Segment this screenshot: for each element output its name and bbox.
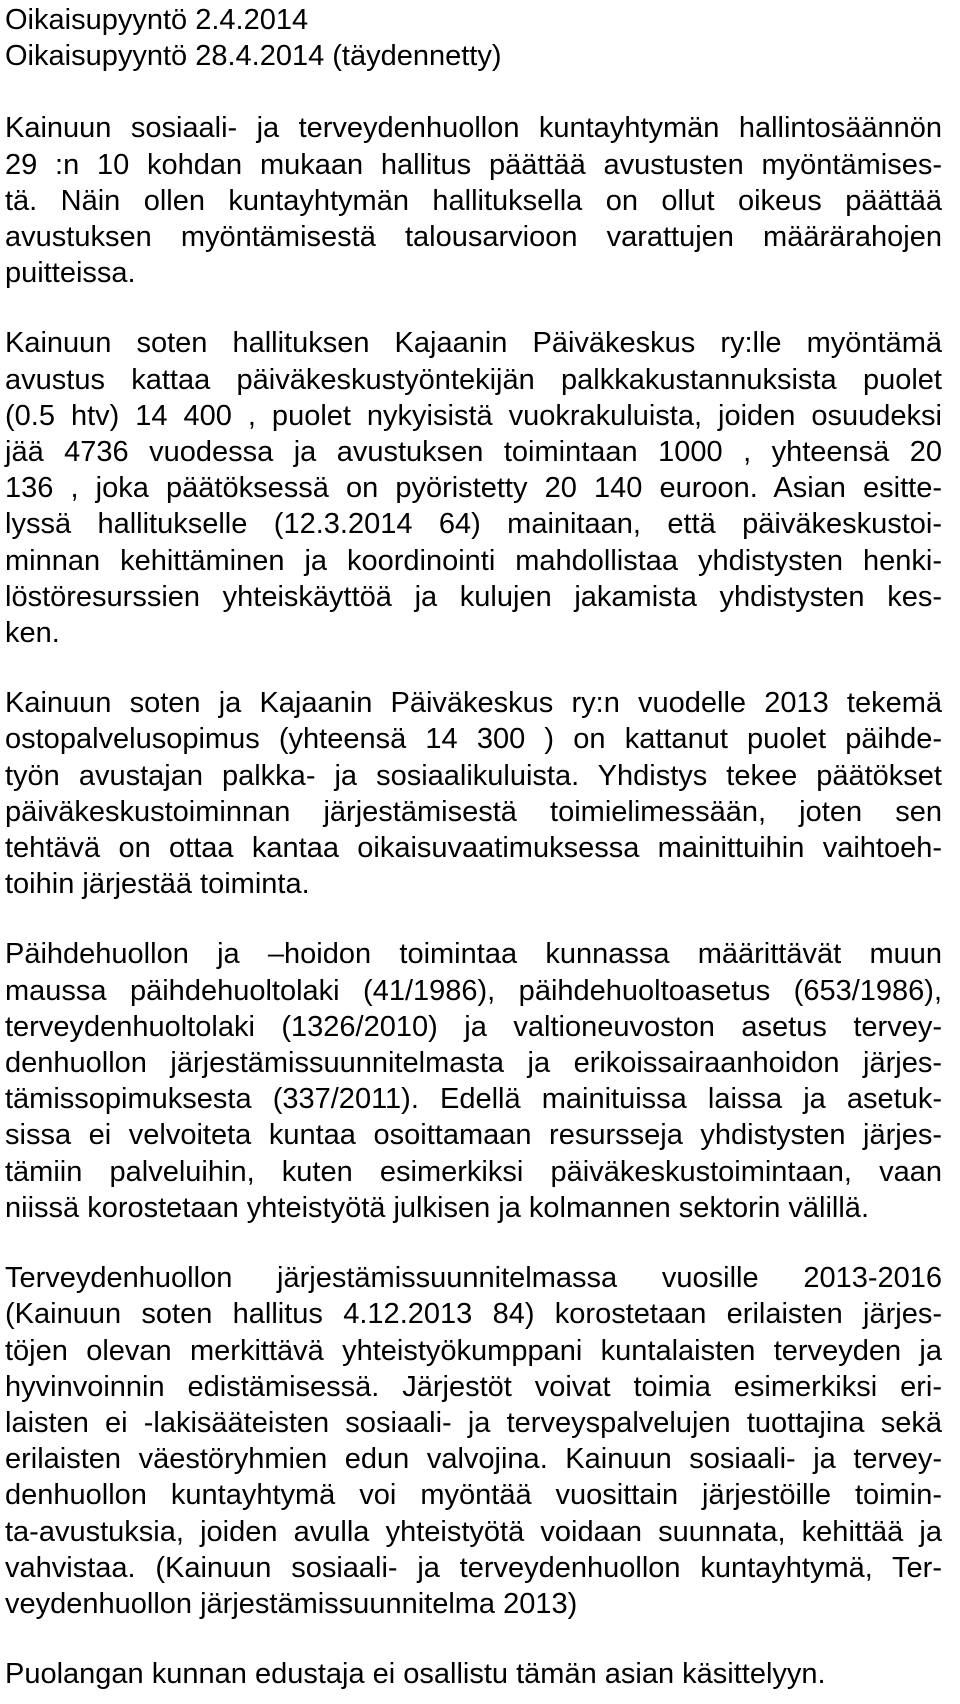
paragraph-line: niissä korostetaan yhteistyötä julkisen ja kolmannen sektorin välillä.	[5, 1191, 869, 1224]
paragraph-line: tehtävä on ottaa kantaa oikaisuvaatimuksessa mainittuihin vaihtoeh-	[5, 832, 942, 865]
paragraph-line: tämiin palveluihin, kuten esimerkiksi päiväkeskustoimintaan, vaan	[5, 1155, 942, 1188]
paragraph-line: Terveydenhuollon järjestämissuunnitelmassa vuosille 2013-2016	[5, 1262, 942, 1295]
header-line-2: Oikaisupyyntö 28.4.2014 (täydennetty)	[5, 40, 502, 73]
paragraph-line: tä. Näin ollen kuntayhtymän hallituksella on ollut oikeus päättää	[5, 184, 942, 217]
paragraph-line: avustuksen myöntämisestä talousarvioon varattujen määrärahojen	[5, 221, 942, 254]
paragraph-line: Päihdehuollon ja –hoidon toimintaa kunnassa määrittävät muun	[5, 938, 942, 971]
paragraph-line: laisten ei -lakisääteisten sosiaali- ja terveyspalvelujen tuottajina sekä	[5, 1406, 942, 1439]
paragraph-line: vahvistaa. (Kainuun sosiaali- ja terveydenhuollon kuntayhtymä, Ter-	[5, 1551, 942, 1584]
paragraph-1	[5, 110, 942, 291]
document-header	[5, 2, 942, 74]
paragraph-line: työn avustajan palkka- ja sosiaalikuluista. Yhdistys tekee päätökset	[5, 759, 942, 792]
paragraph-line: jää 4736 vuodessa ja avustuksen toimintaan 1000 , yhteensä 20	[5, 436, 942, 469]
paragraph-3	[5, 685, 942, 902]
paragraph-line: puitteissa.	[5, 257, 136, 290]
paragraph-line: 29 :n 10 kohdan mukaan hallitus päättää avustusten myöntämises-	[5, 148, 942, 181]
paragraph-line: löstöresurssien yhteiskäyttöä ja kulujen jakamista yhdistysten kes-	[5, 580, 942, 613]
paragraph-4	[5, 936, 942, 1226]
paragraph-line: denhuollon kuntayhtymä voi myöntää vuosittain järjestöille toimin-	[5, 1479, 942, 1512]
header-line-1: Oikaisupyyntö 2.4.2014	[5, 4, 309, 36]
paragraph-5	[5, 1260, 942, 1622]
paragraph-line: tämissopimuksesta (337/2011). Edellä mainituissa laissa ja asetuk-	[5, 1083, 942, 1116]
paragraph-line: Kainuun soten hallituksen Kajaanin Päiväkeskus ry:lle myöntämä	[5, 327, 942, 360]
paragraph-line: toihin järjestää toiminta.	[5, 868, 310, 901]
paragraph-line: ta-avustuksia, joiden avulla yhteistyötä voidaan suunnata, kehittää ja	[5, 1515, 942, 1548]
paragraph-line: ken.	[5, 617, 60, 650]
paragraph-line: veydenhuollon järjestämissuunnitelma 2013)	[5, 1587, 578, 1620]
paragraph-line: denhuollon järjestämissuunnitelmasta ja erikoissairaanhoidon järjes-	[5, 1047, 942, 1080]
paragraph-line: avustus kattaa päiväkeskustyöntekijän palkkakustannuksista puolet	[5, 363, 942, 396]
paragraph-6	[5, 1656, 942, 1692]
paragraph-line: (0.5 htv) 14 400 , puolet nykyisistä vuokrakuluista, joiden osuudeksi	[5, 399, 942, 432]
paragraph-line: Puolangan kunnan edustaja ei osallistu tämän asian käsittelyyn.	[5, 1658, 826, 1691]
paragraph-line: ostopalvelusopimus (yhteensä 14 300 ) on kattanut puolet päihde-	[5, 723, 942, 756]
paragraph-line: Kainuun soten ja Kajaanin Päiväkeskus ry:n vuodelle 2013 tekemä	[5, 687, 942, 720]
paragraph-line: 136 , joka päätöksessä on pyöristetty 20 140 euroon. Asian esitte-	[5, 472, 942, 505]
paragraph-line: lyssä hallitukselle (12.3.2014 64) mainitaan, että päiväkeskustoi-	[5, 508, 942, 541]
paragraph-line: hyvinvoinnin edistämisessä. Järjestöt voivat toimia esimerkiksi eri-	[5, 1370, 942, 1403]
paragraph-line: terveydenhuoltolaki (1326/2010) ja valtioneuvoston asetus tervey-	[5, 1010, 942, 1043]
paragraph-line: (Kainuun soten hallitus 4.12.2013 84) korostetaan erilaisten järjes-	[5, 1298, 942, 1331]
paragraph-line: Kainuun sosiaali- ja terveydenhuollon kuntayhtymän hallintosäännön	[5, 112, 942, 145]
paragraph-line: maussa päihdehuoltolaki (41/1986), päihdehuoltoasetus (653/1986),	[5, 974, 942, 1007]
paragraph-line: töjen olevan merkittävä yhteistyökumppani kuntalaisten terveyden ja	[5, 1334, 942, 1367]
paragraph-line: päiväkeskustoiminnan järjestämisestä toimielimessään, joten sen	[5, 795, 942, 828]
paragraph-line: erilaisten väestöryhmien edun valvojina. Kainuun sosiaali- ja tervey-	[5, 1443, 942, 1476]
paragraph-line: sissa ei velvoiteta kuntaa osoittamaan resursseja yhdistysten järjes-	[5, 1119, 942, 1152]
paragraph-line: minnan kehittäminen ja koordinointi mahdollistaa yhdistysten henki-	[5, 544, 942, 577]
paragraph-2	[5, 325, 942, 651]
